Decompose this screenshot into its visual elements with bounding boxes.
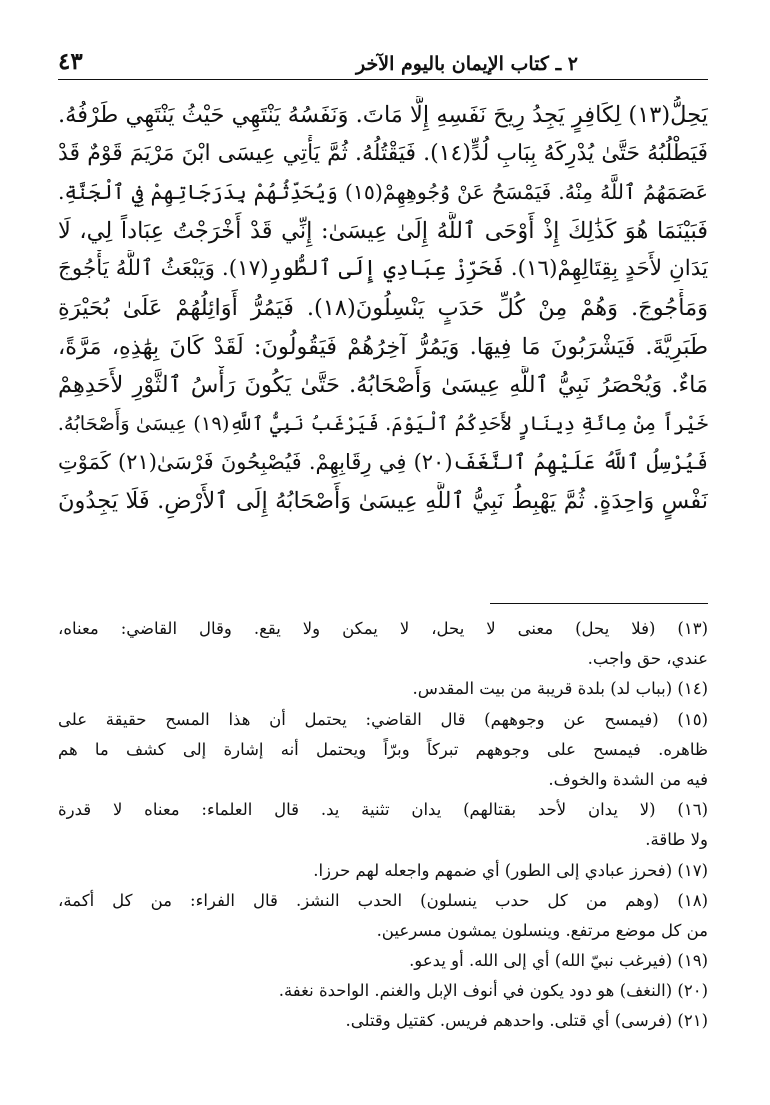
footnote [58,946,708,976]
text-line: عَصَمَهُمُ ٱللَّهُ مِنْهُ. فَيَمْسَحُ عَنْ وُجُوهِهِمْ(١٥) وَيُحَدِّثُهُمْ بِدَرَجَاتِهِمْ فِي ٱلْجَنَّةِ. [58,180,708,205]
text-line: فَبَيْنَمَا هُوَ كَذَٰلِكَ إِذْ أَوْحَى ٱللَّهُ إِلَىٰ عِيسَىٰ: إِنِّي قَدْ أَخْرَجْتُ عِبَاداً لِي، لَا [58,217,708,244]
footnotes [58,614,708,1037]
footnote-line: (١٣) (فلا يحل) معنى لا يحل، لا يمكن ولا يقع. وقال القاضي: معناه، [58,619,708,638]
footnote [58,856,708,886]
footnote-line: (٢١) (فرسى) أي قتلى. واحدهم فريس. كقتيل وقتلى. [345,1011,708,1031]
footnote-line: (١٨) (وهم من كل حدب ينسلون) الحدب النشز. قال الفراء: من كل أكمة، [58,890,708,910]
footnote-line: (٢٠) (النغف) هو دود يكون في أنوف الإبل والغنم. الواحدة نغفة. [278,981,708,1001]
footnote [58,795,708,855]
footnote-line: ولا طاقة. [645,830,708,850]
hadith-text [58,96,708,521]
text-line: يَحِلُّ(١٣) لِكَافِرٍ يَجِدُ رِيحَ نَفَسِهِ إِلَّا مَاتَ. وَنَفَسُهُ يَنْتَهِي حَيْثُ يَنْتَهِي طَرْفُهُ. [58,102,708,128]
text-line: فَيَطْلُبُهُ حَتَّىٰ يُدْرِكَهُ بِبَابِ لُدٍّ(١٤). فَيَقْتُلُهُ. ثُمَّ يَأْتِي عِيسَى ابْنَ مَرْيَمَ قَوْمٌ قَدْ [58,140,708,166]
text-line: يَدَانِ لأَحَدٍ بِقِتَالِهِمْ(١٦). فَحَرِّزْ عِبَادِي إِلَى ٱلطُّورِ(١٧). وَيَبْعَثُ ٱللَّهُ يَأْجُوجَ [58,256,708,282]
text-line: مَاءٌ. وَيُحْصَرُ نَبِيُّ ٱللَّهِ عِيسَىٰ وَأَصْحَابُهُ. حَتَّىٰ يَكُونَ رَأْسُ ٱلثَّوْرِ لأَحَدِهِمْ [58,372,708,399]
footnote-line: (١٤) (بباب لد) بلدة قريبة من بيت المقدس. [412,679,708,699]
text-line: طَبَرِيَّةَ. فَيَشْرَبُونَ مَا فِيهَا. وَيَمُرُّ آخِرُهُمْ فَيَقُولُونَ: لَقَدْ كَانَ بِهَٰذِهِ، مَرَّةً، [58,333,708,360]
footnote-separator [490,603,708,604]
footnote-line: عندي، حق واجب. [587,649,708,669]
text-line: نَفْسٍ وَاحِدَةٍ. ثُمَّ يَهْبِطُ نَبِيُّ ٱللَّهِ عِيسَىٰ وَأَصْحَابُهُ إِلَى ٱلأَرْضِ. فَلَا يَجِدُونَ [58,487,708,514]
page-number: ٤٣ [58,48,83,75]
running-title: ٢ ـ كتاب الإيمان باليوم الآخر [356,53,578,75]
footnote-line: فيه من الشدة والخوف. [548,769,708,789]
text-line: وَمَأْجُوجَ. وَهُمْ مِنْ كُلِّ حَدَبٍ يَنْسِلُونَ(١٨). فَيَمُرُّ أَوَائِلُهُمْ عَلَىٰ بُحَيْرَةِ [58,294,708,321]
footnote [58,976,708,1006]
text-line: خَيْراً مِنْ مِائَةِ دِينَارٍ لأَحَدِكُمُ ٱلْيَوْمَ. فَيَرْغَبُ نَبِيُّ ٱللَّهِ(١٩) عِيسَىٰ وَأَصْحَابُهُ. [58,411,708,435]
footnote-line: (١٧) (فحرز عبادي إلى الطور) أي ضمهم واجعله لهم حرزا. [313,860,708,880]
page-header [58,40,708,80]
footnote-line: (١٩) (فيرغب نبيّ الله) أي إلى الله. أو يدعو. [409,951,708,971]
footnote [58,705,708,796]
footnote [58,886,708,946]
footnote-line: (١٥) (فيمسح عن وجوههم) قال القاضي: يحتمل أن هذا المسح حقيقة على [58,709,708,729]
footnote-line: ظاهره. فيمسح على وجوههم تبركاً وبرّاً ويحتمل أنه إشارة إلى كشف ما هم [58,739,708,759]
footnote [58,614,708,674]
footnote-line: من كل موضع مرتفع. وينسلون يمشون مسرعين. [376,920,708,940]
footnote [58,674,708,704]
text-line: فَيُرْسِلُ ٱللَّهُ عَلَيْهِمُ ٱلنَّغَفَ(٢٠) فِي رِقَابِهِمْ. فَيُصْبِحُونَ فَرْسَىٰ(٢١) كَمَوْتِ [58,450,708,475]
footnote-line: (١٦) (لا يدان لأحد بقتالهم) يدان تثنية يد. قال العلماء: معناه لا قدرة [58,800,708,820]
footnote [58,1006,708,1036]
